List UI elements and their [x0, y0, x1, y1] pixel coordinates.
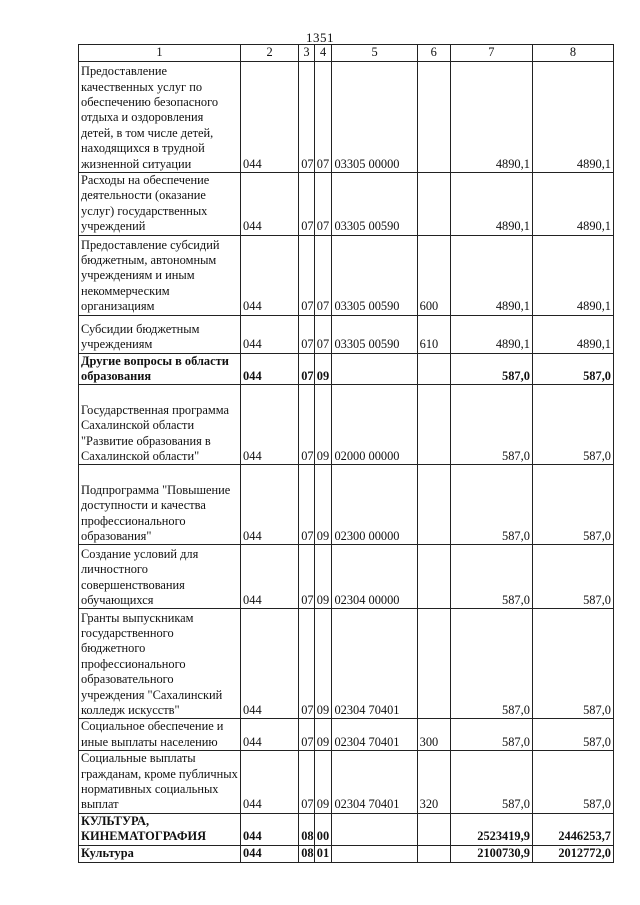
row-name: Социальные выплаты гражданам, кроме публичных нормативных социальных выплат: [79, 751, 241, 814]
subsection-code: 09: [314, 385, 332, 465]
ministry-code: 044: [241, 609, 299, 719]
section-code: 07: [299, 353, 315, 385]
amount-year-2: 587,0: [532, 609, 613, 719]
table-row: [79, 751, 614, 814]
section-code: 07: [299, 609, 315, 719]
expense-type-code: [417, 385, 450, 465]
ministry-code: 044: [241, 385, 299, 465]
table-row: [79, 235, 614, 315]
amount-year-1: 2523419,9: [450, 813, 532, 845]
expense-type-code: [417, 62, 450, 173]
column-header: 5: [332, 45, 417, 62]
ministry-code: 044: [241, 813, 299, 845]
amount-year-1: 587,0: [450, 353, 532, 385]
amount-year-1: 587,0: [450, 751, 532, 814]
subsection-code: 07: [314, 173, 332, 236]
row-name: Расходы на обеспечение деятельности (оказание услуг) государственных учреждений: [79, 173, 241, 236]
ministry-code: 044: [241, 62, 299, 173]
expense-type-code: 320: [417, 751, 450, 814]
row-name: Субсидии бюджетным учреждениям: [79, 315, 241, 353]
table-row: [79, 173, 614, 236]
table-row: [79, 719, 614, 751]
expense-type-code: [417, 845, 450, 862]
table-row: [79, 845, 614, 862]
expense-type-code: [417, 465, 450, 545]
ministry-code: 044: [241, 845, 299, 862]
ministry-code: 044: [241, 353, 299, 385]
subsection-code: 09: [314, 465, 332, 545]
table-row: [79, 353, 614, 385]
amount-year-2: 587,0: [532, 353, 613, 385]
amount-year-1: 587,0: [450, 609, 532, 719]
amount-year-1: 587,0: [450, 385, 532, 465]
expense-type-code: [417, 609, 450, 719]
subsection-code: 09: [314, 545, 332, 609]
row-name: Предоставление субсидий бюджетным, автономным учреждениям и иным некоммерческим организациям: [79, 235, 241, 315]
expense-type-code: 600: [417, 235, 450, 315]
target-article-code: [332, 353, 417, 385]
subsection-code: 09: [314, 353, 332, 385]
ministry-code: 044: [241, 719, 299, 751]
section-code: 07: [299, 235, 315, 315]
section-code: 08: [299, 845, 315, 862]
section-code: 07: [299, 465, 315, 545]
column-header: 2: [241, 45, 299, 62]
section-code: 07: [299, 719, 315, 751]
table-row: [79, 385, 614, 465]
column-header: 7: [450, 45, 532, 62]
target-article-code: 02304 70401: [332, 609, 417, 719]
subsection-code: 07: [314, 235, 332, 315]
table-row: [79, 315, 614, 353]
row-name: Другие вопросы в области образования: [79, 353, 241, 385]
target-article-code: 03305 00590: [332, 235, 417, 315]
row-name: Социальное обеспечение и иные выплаты населению: [79, 719, 241, 751]
row-name: Гранты выпускникам государственного бюджетного профессионального образовательного учреждения "Сахалинский колледж искусств": [79, 609, 241, 719]
subsection-code: 07: [314, 62, 332, 173]
ministry-code: 044: [241, 315, 299, 353]
table-row: [79, 465, 614, 545]
target-article-code: [332, 813, 417, 845]
table-row: [79, 545, 614, 609]
amount-year-1: 4890,1: [450, 315, 532, 353]
section-code: 07: [299, 173, 315, 236]
ministry-code: 044: [241, 465, 299, 545]
section-code: 07: [299, 545, 315, 609]
amount-year-2: 587,0: [532, 385, 613, 465]
table-row: [79, 62, 614, 173]
ministry-code: 044: [241, 173, 299, 236]
row-name: Подпрограмма "Повышение доступности и качества профессионального образования": [79, 465, 241, 545]
table-row: [79, 813, 614, 845]
section-code: 07: [299, 385, 315, 465]
ministry-code: 044: [241, 235, 299, 315]
amount-year-1: 4890,1: [450, 173, 532, 236]
expense-type-code: 610: [417, 315, 450, 353]
subsection-code: 09: [314, 751, 332, 814]
amount-year-1: 587,0: [450, 545, 532, 609]
amount-year-2: 2446253,7: [532, 813, 613, 845]
page-number: 1351: [306, 30, 334, 45]
table-row: [79, 609, 614, 719]
target-article-code: 02304 70401: [332, 751, 417, 814]
target-article-code: 03305 00590: [332, 315, 417, 353]
subsection-code: 09: [314, 609, 332, 719]
amount-year-2: 4890,1: [532, 62, 613, 173]
subsection-code: 01: [314, 845, 332, 862]
amount-year-1: 2100730,9: [450, 845, 532, 862]
expense-type-code: 300: [417, 719, 450, 751]
column-header: 8: [532, 45, 613, 62]
column-header: 4: [314, 45, 332, 62]
row-name: Государственная программа Сахалинской области "Развитие образования в Сахалинской области": [79, 385, 241, 465]
subsection-code: 09: [314, 719, 332, 751]
amount-year-2: 4890,1: [532, 173, 613, 236]
subsection-code: 00: [314, 813, 332, 845]
target-article-code: 03305 00590: [332, 173, 417, 236]
subsection-code: 07: [314, 315, 332, 353]
column-header: 3: [299, 45, 315, 62]
row-name: Культура: [79, 845, 241, 862]
expense-type-code: [417, 545, 450, 609]
expense-type-code: [417, 813, 450, 845]
section-code: 07: [299, 315, 315, 353]
amount-year-1: 587,0: [450, 719, 532, 751]
row-name: Создание условий для личностного совершенствования обучающихся: [79, 545, 241, 609]
column-header: 6: [417, 45, 450, 62]
section-code: 08: [299, 813, 315, 845]
section-code: 07: [299, 62, 315, 173]
ministry-code: 044: [241, 751, 299, 814]
ministry-code: 044: [241, 545, 299, 609]
amount-year-2: 587,0: [532, 465, 613, 545]
column-header: 1: [79, 45, 241, 62]
amount-year-2: 587,0: [532, 545, 613, 609]
target-article-code: 02304 70401: [332, 719, 417, 751]
target-article-code: 02304 00000: [332, 545, 417, 609]
amount-year-1: 587,0: [450, 465, 532, 545]
target-article-code: 02300 00000: [332, 465, 417, 545]
row-name: Предоставление качественных услуг по обеспечению безопасного отдыха и оздоровления детей, в том числе детей, находящихся в трудной жизненной ситуации: [79, 62, 241, 173]
section-code: 07: [299, 751, 315, 814]
amount-year-1: 4890,1: [450, 235, 532, 315]
target-article-code: 03305 00000: [332, 62, 417, 173]
expense-type-code: [417, 353, 450, 385]
target-article-code: 02000 00000: [332, 385, 417, 465]
amount-year-1: 4890,1: [450, 62, 532, 173]
amount-year-2: 2012772,0: [532, 845, 613, 862]
amount-year-2: 4890,1: [532, 235, 613, 315]
target-article-code: [332, 845, 417, 862]
amount-year-2: 587,0: [532, 751, 613, 814]
budget-table: [78, 44, 614, 863]
expense-type-code: [417, 173, 450, 236]
amount-year-2: 587,0: [532, 719, 613, 751]
amount-year-2: 4890,1: [532, 315, 613, 353]
header-row: [79, 45, 614, 62]
table-body: [79, 62, 614, 863]
row-name: КУЛЬТУРА, КИНЕМАТОГРАФИЯ: [79, 813, 241, 845]
